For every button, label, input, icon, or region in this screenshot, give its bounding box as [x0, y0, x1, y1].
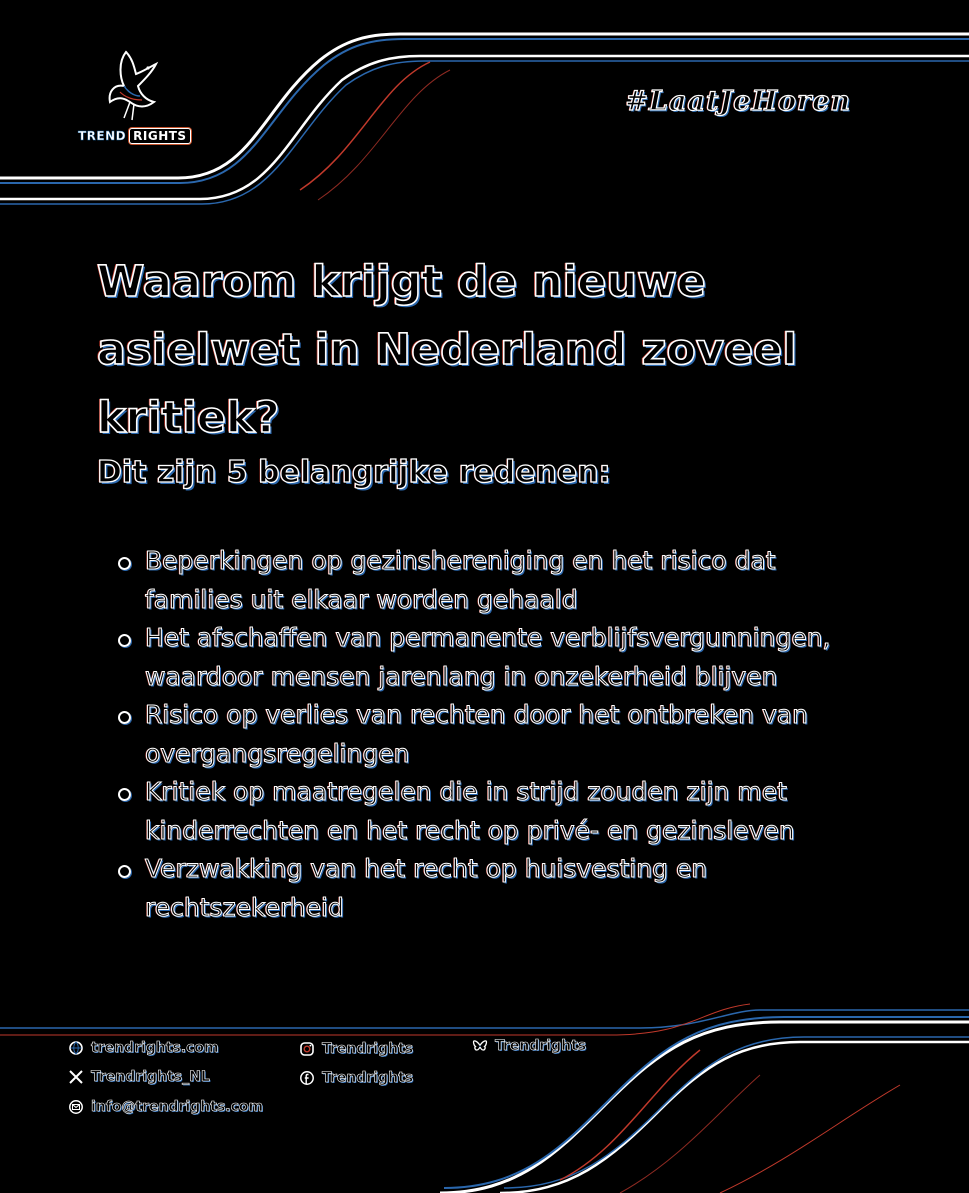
- email-text: info@trendrights.com: [91, 1099, 264, 1115]
- list-item-text: Kritiek op maatregelen die in strijd zouden zijn met kinderrechten en het recht op privé- en gezinsleven: [145, 777, 795, 845]
- dove-logo-icon: [100, 48, 160, 126]
- list-item: [118, 696, 878, 773]
- brand-logo: [78, 48, 187, 144]
- bullet-circle: [118, 634, 131, 647]
- hashtag: #LaatJeHoren: [625, 86, 851, 117]
- facebook-text: Trendrights: [322, 1070, 414, 1086]
- logo-word-trend: TREND: [78, 129, 127, 143]
- globe-icon: [68, 1040, 84, 1056]
- bluesky-link[interactable]: [472, 1038, 586, 1054]
- email-link[interactable]: [68, 1099, 263, 1115]
- headline: Waarom krijgt de nieuwe asielwet in Nederland zoveel kritiek?: [97, 257, 798, 443]
- bluesky-icon: [472, 1038, 488, 1054]
- list-item: [118, 773, 878, 850]
- logo-word-rights: RIGHTS: [129, 128, 190, 144]
- bullet-circle: [118, 865, 131, 878]
- reasons-list: [118, 542, 878, 927]
- website-text: trendrights.com: [91, 1040, 219, 1056]
- instagram-link[interactable]: [299, 1041, 413, 1057]
- list-item: [118, 542, 878, 619]
- list-item: [118, 619, 878, 696]
- website-link[interactable]: [68, 1040, 219, 1056]
- bluesky-text: Trendrights: [495, 1038, 587, 1054]
- list-item-text: Beperkingen op gezinshereniging en het risico dat families uit elkaar worden gehaald: [145, 546, 776, 614]
- bullet-circle: [118, 557, 131, 570]
- subheadline: Dit zijn 5 belangrijke redenen:: [97, 455, 611, 490]
- mail-icon: [68, 1099, 84, 1115]
- facebook-link[interactable]: [299, 1070, 413, 1086]
- instagram-icon: [299, 1041, 315, 1057]
- x-icon: [68, 1069, 84, 1085]
- instagram-text: Trendrights: [322, 1041, 414, 1057]
- logo-wordmark: [78, 126, 191, 146]
- list-item-text: Het afschaffen van permanente verblijfsvergunningen, waardoor mensen jarenlang in onzekerheid blijven: [145, 623, 831, 691]
- bullet-circle: [118, 788, 131, 801]
- x-handle-text: Trendrights_NL: [91, 1069, 210, 1085]
- list-item-text: Risico op verlies van rechten door het ontbreken van overgangsregelingen: [145, 700, 808, 768]
- x-profile-link[interactable]: [68, 1069, 210, 1085]
- facebook-icon: [299, 1070, 315, 1086]
- list-item-text: Verzwakking van het recht op huisvesting en rechtszekerheid: [145, 854, 708, 922]
- list-item: [118, 850, 878, 927]
- bullet-circle: [118, 711, 131, 724]
